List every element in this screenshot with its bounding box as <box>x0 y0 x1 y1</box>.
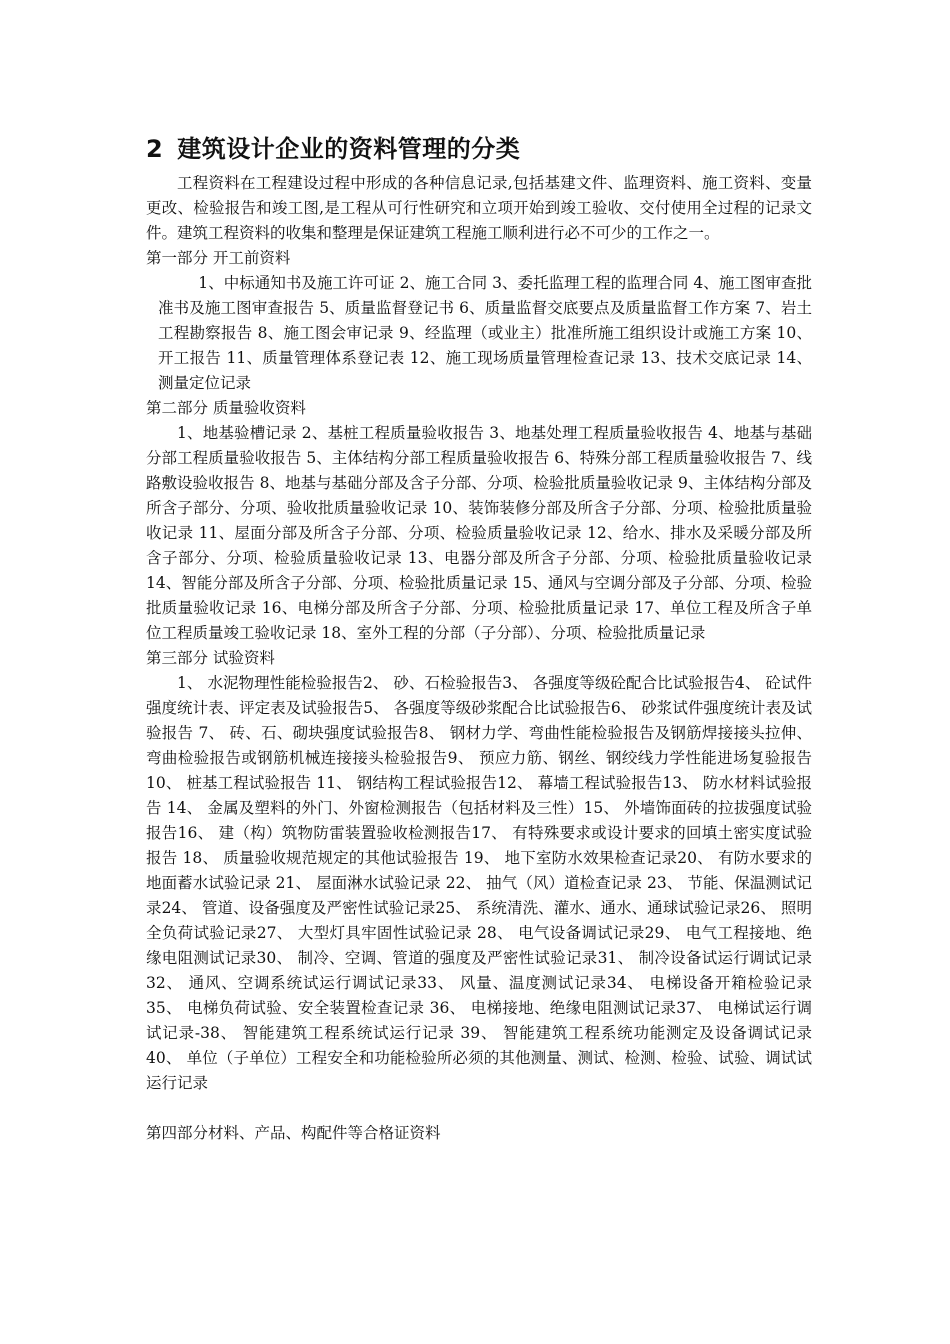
part2-body: 1、地基验槽记录 2、基桩工程质量验收报告 3、地基处理工程质量验收报告 4、地基与基础分部工程质量验收报告 5、主体结构分部工程质量验收报告 6、特殊分部工程质量验收报告 7、线路敷设验收报告 8、地基与基础分部及含子分部、分项、检验批质量验收记录 9、主体结构分部及所含子部分、分项、验收批质量验收记录 10、装饰装修分部及所含子分部、分项、检验批质量验收记录 11、屋面分部及所含子分部、分项、检验质量验收记录 12、给水、排水及采暖分部及所含子部分、分项、检验质量验收记录 13、电器分部及所含子分部、分项、检验批质量验收记录 14、智能分部及所含子分部、分项、检验批质量记录 15、通风与空调分部及子分部、分项、检验批质量验收记录 16、电梯分部及所含子分部、分项、检验批质量记录 17、单位工程及所含子单位工程质量竣工验收记录 18、室外工程的分部（子分部）、分项、检验批质量记录 <box>146 424 812 642</box>
document-page <box>146 133 812 1146</box>
intro-paragraph: 工程资料在工程建设过程中形成的各种信息记录,包括基建文件、监理资料、施工资料、变量更改、检验报告和竣工图,是工程从可行性研究和立项开始到竣工验收、交付使用全过程的记录文件。建筑工程资料的收集和整理是保证建筑工程施工顺利进行必不可少的工作之一。 <box>146 174 812 242</box>
section-heading <box>146 133 812 165</box>
part2-title: 第二部分 质量验收资料 <box>146 399 306 417</box>
part3-body: 1、 水泥物理性能检验报告2、 砂、石检验报告3、 各强度等级砼配合比试验报告4、 砼试件强度统计表、评定表及试验报告5、 各强度等级砂浆配合比试验报告6、 砂浆试件强度统计表及试验报告 7、 砖、石、砌块强度试验报告8、 钢材力学、弯曲性能检验报告及钢筋焊接接头拉伸、弯曲检验报告或钢筋机械连接接头检验报告9、 预应力筋、钢丝、钢绞线力学性能进场复验报告 10、 桩基工程试验报告 11、 钢结构工程试验报告12、 幕墙工程试验报告13、 防水材料试验报告 14、 金属及塑料的外门、外窗检测报告（包括材料及三性）15、 外墙饰面砖的拉拔强度试验报告16、 建（构）筑物防雷装置验收检测报告17、 有特殊要求或设计要求的回填土密实度试验报告 18、 质量验收规范规定的其他试验报告 19、 地下室防水效果检查记录20、 有防水要求的地面蓄水试验记录 21、 屋面淋水试验记录 22、 抽气（风）道检查记录 23、 节能、保温测试记录24、 管道、设备强度及严密性试验记录25、 系统清洗、灌水、通水、通球试验记录26、 照明全负荷试验记录27、 大型灯具牢固性试验记录 28、 电气设备调试记录29、 电气工程接地、绝缘电阻测试记录30、 制冷、空调、管道的强度及严密性试验记录31、 制冷设备试运行调试记录 32、 通风、空调系统试运行调试记录33、 风量、温度测试记录34、 电梯设备开箱检验记录 35、 电梯负荷试验、安全装置检查记录 36、 电梯接地、绝缘电阻测试记录37、 电梯试运行调试记录-38、 智能建筑工程系统试运行记录 39、 智能建筑工程系统功能测定及设备调试记录40、 单位（子单位）工程安全和功能检验所必须的其他测量、测试、检测、检验、试验、调试试运行记录 <box>146 674 812 1092</box>
section-title: 建筑设计企业的资料管理的分类 <box>177 135 521 163</box>
part1-body: 1、中标通知书及施工许可证 2、施工合同 3、委托监理工程的监理合同 4、施工图审查批准书及施工图审查报告 5、质量监督登记书 6、质量监督交底要点及质量监督工作方案 7、岩土工程勘察报告 8、施工图会审记录 9、经监理（或业主）批准所施工组织设计或施工方案 10、开工报告 11、质量管理体系登记表 12、施工现场质量管理检查记录 13、技术交底记录 14、测量定位记录 <box>158 274 812 392</box>
part1-title: 第一部分 开工前资料 <box>146 249 291 267</box>
blank-line <box>146 1096 812 1121</box>
section-number: 2 <box>146 135 164 163</box>
part4-title: 第四部分材料、产品、构配件等合格证资料 <box>146 1124 441 1142</box>
part3-title: 第三部分 试验资料 <box>146 649 275 667</box>
